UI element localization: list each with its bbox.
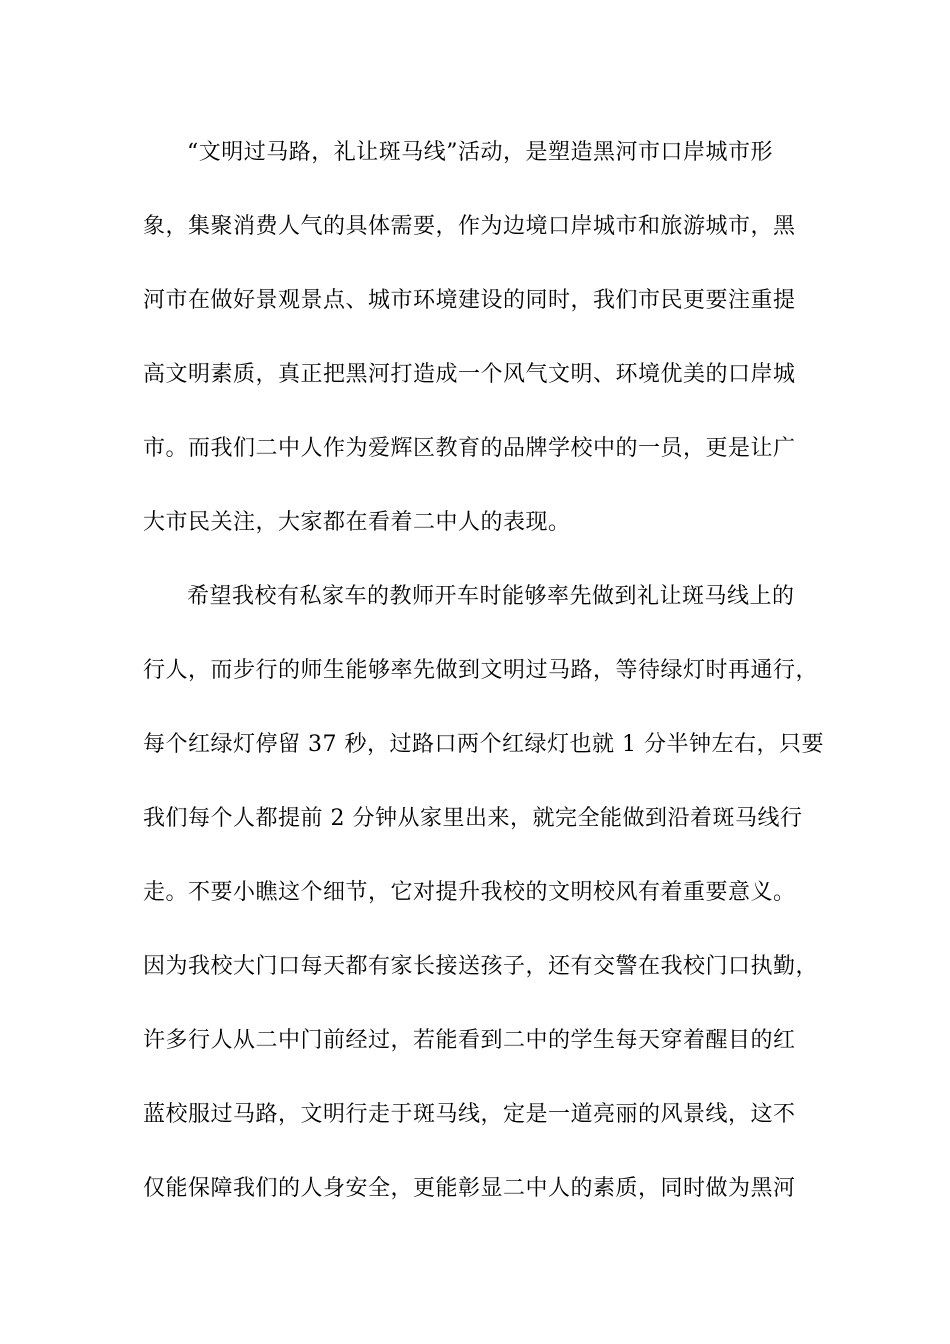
paragraph-2-line-2: 行人，而步行的师生能够率先做到文明过马路，等待绿灯时再通行， — [143, 658, 819, 683]
paragraph-2-line-8: 蓝校服过马路，文明行走于斑马线，定是一道亮丽的风景线，这不 — [143, 1102, 796, 1127]
paragraph-2-line-4: 我们每个人都提前 2 分钟从家里出来，就完全能做到沿着斑马线行 — [143, 806, 803, 831]
paragraph-1-line-5: 市。而我们二中人作为爱辉区教育的品牌学校中的一员，更是让广 — [143, 436, 796, 461]
paragraph-2-line-5: 走。不要小瞧这个细节，它对提升我校的文明校风有着重要意义。 — [143, 880, 796, 905]
paragraph-2-line-9: 仅能保障我们的人身安全，更能彰显二中人的素质，同时做为黑河 — [143, 1176, 796, 1201]
paragraph-1-line-1: “文明过马路，礼让斑马线”活动，是塑造黑河市口岸城市形 — [187, 140, 773, 165]
paragraph-1-line-6: 大市民关注，大家都在看着二中人的表现。 — [143, 510, 571, 535]
paragraph-1-line-3: 河市在做好景观景点、城市环境建设的同时，我们市民更要注重提 — [143, 288, 796, 313]
paragraph-2-line-3: 每个红绿灯停留 37 秒，过路口两个红绿灯也就 1 分半钟左右，只要 — [143, 732, 824, 757]
paragraph-2-line-1: 希望我校有私家车的教师开车时能够率先做到礼让斑马线上的 — [187, 584, 795, 609]
paragraph-1-line-2: 象，集聚消费人气的具体需要，作为边境口岸城市和旅游城市，黑 — [143, 214, 796, 239]
paragraph-1-line-4: 高文明素质，真正把黑河打造成一个风气文明、环境优美的口岸城 — [143, 362, 796, 387]
paragraph-2-line-7: 许多行人从二中门前经过，若能看到二中的学生每天穿着醒目的红 — [143, 1028, 796, 1053]
paragraph-2-line-6: 因为我校大门口每天都有家长接送孩子，还有交警在我校门口执勤， — [143, 954, 819, 979]
